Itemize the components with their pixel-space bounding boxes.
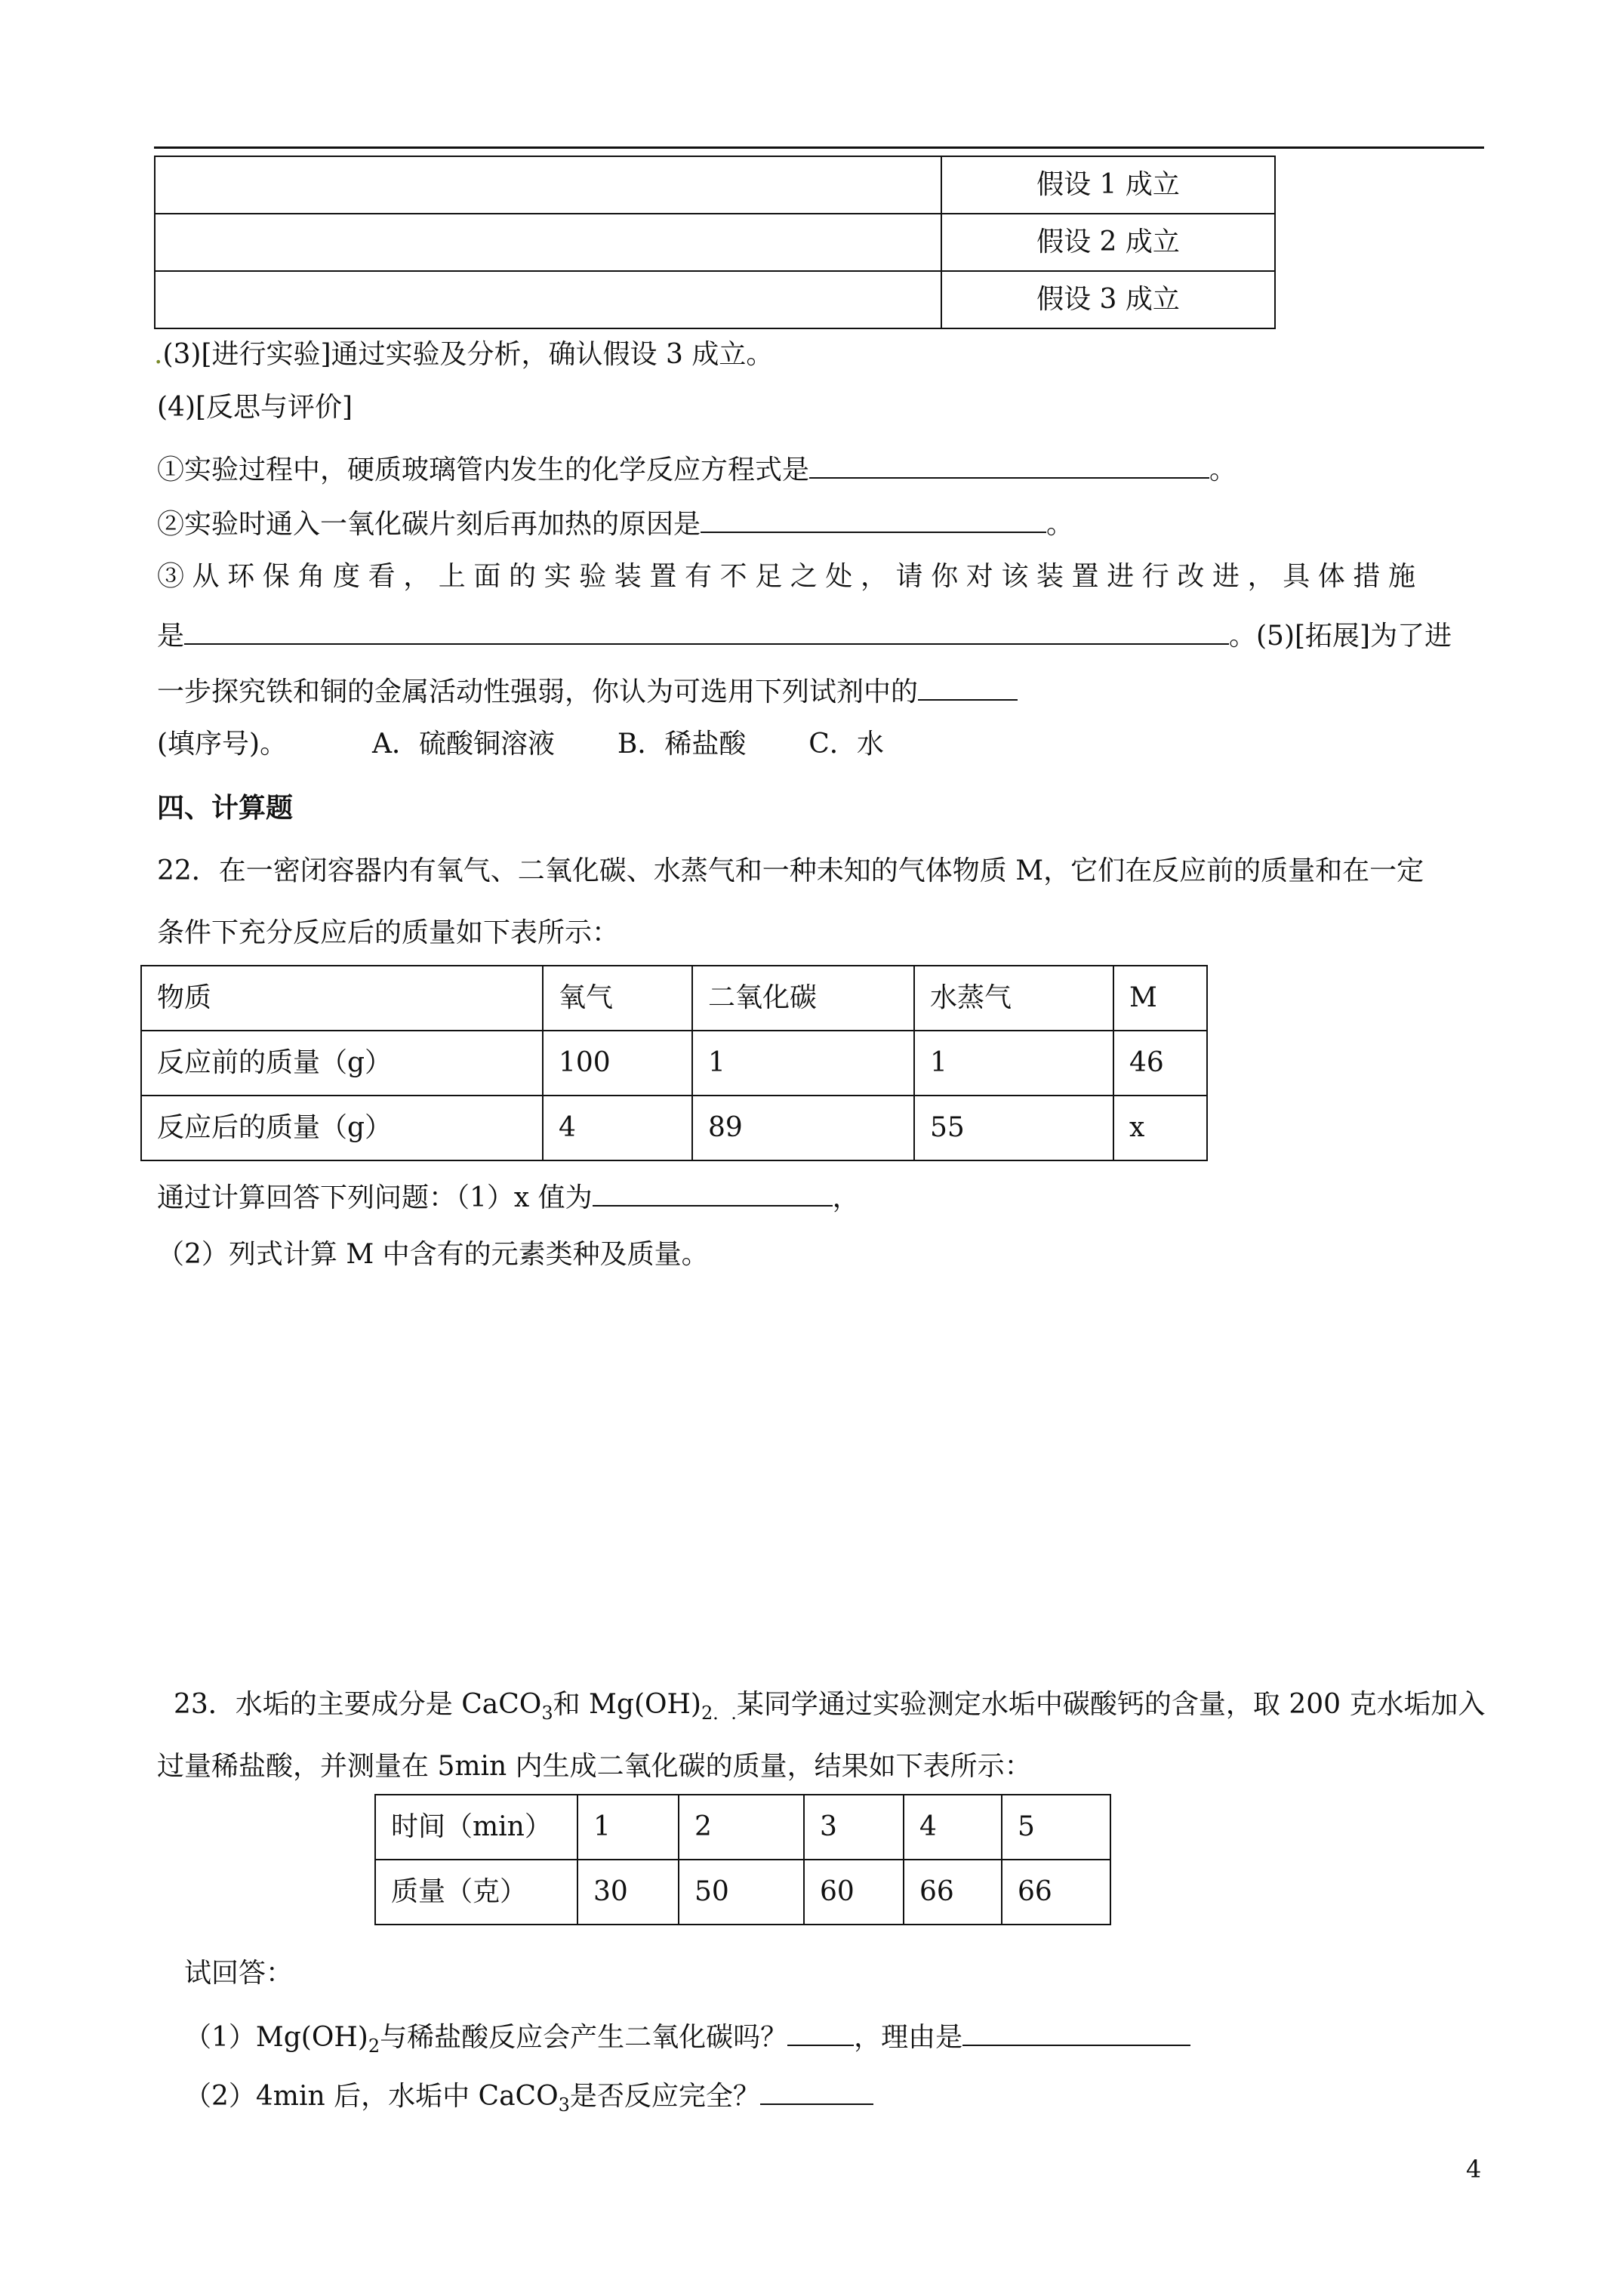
section-title [157, 794, 293, 822]
table-cell: 质量（克） [375, 1860, 577, 1925]
answer-blank[interactable] [760, 2079, 873, 2105]
table-row [141, 966, 1207, 1031]
q22-table [140, 965, 1208, 1161]
table-cell: 3 [804, 1795, 904, 1860]
table-cell: 1 [914, 1031, 1113, 1096]
q21-step3-text: (3)[进行实验]通过实验及分析，确认假设 3 成立。 [162, 339, 774, 370]
fill-label: (填序号)。 [157, 729, 288, 760]
answer-blank[interactable] [918, 675, 1018, 701]
table-row [155, 271, 1275, 328]
q23-line1-b: 和 Mg(OH) [553, 1689, 701, 1720]
table-cell: M [1113, 966, 1207, 1031]
q23-line1 [174, 1691, 1485, 1722]
q21-item3-pre: 是 [157, 621, 185, 652]
answer-blank[interactable] [962, 2020, 1190, 2046]
table-cell: 假设 2 成立 [941, 214, 1275, 271]
table-row [155, 214, 1275, 271]
subscript: 3 [558, 2094, 570, 2116]
table-row [141, 1096, 1207, 1160]
q23-table [374, 1794, 1111, 1925]
table-cell [155, 214, 941, 271]
q22-line2: 条件下充分反应后的质量如下表所示： [157, 917, 620, 948]
answer-blank[interactable] [701, 507, 1046, 533]
table-cell: 时间（min） [375, 1795, 577, 1860]
q23-ask: 试回答： [184, 1958, 294, 1989]
table-cell: 100 [543, 1031, 692, 1096]
q21-item1 [157, 453, 1236, 484]
q21-item3-line3 [157, 675, 1018, 706]
table-cell: 46 [1113, 1031, 1207, 1096]
table-cell: 1 [577, 1795, 679, 1860]
table-cell: x [1113, 1096, 1207, 1160]
q22-question1 [157, 1181, 860, 1212]
q22-question2: （2）列式计算 M 中含有的元素类种及质量。 [157, 1239, 709, 1270]
table-cell: 氧气 [543, 966, 692, 1031]
q21-step3 [154, 341, 773, 368]
q22-line1: 22．在一密闭容器内有氧气、二氧化碳、水蒸气和一种未知的气体物质 M，它们在反应前的质量和在一定 [157, 855, 1424, 886]
table-cell: 1 [692, 1031, 914, 1096]
table-cell: 60 [804, 1860, 904, 1925]
subscript: 2．. [701, 1703, 737, 1724]
table-row [155, 156, 1275, 214]
q21-item1-text: ①实验过程中，硬质玻璃管内发生的化学反应方程式是 [157, 455, 810, 485]
subscript: 2 [368, 2036, 380, 2057]
answer-blank[interactable] [787, 2020, 854, 2046]
q23-line1-a: 23．水垢的主要成分是 CaCO [174, 1689, 542, 1720]
q23-q2-a: （2）4min 后，水垢中 CaCO [184, 2081, 559, 2112]
q23-q2-b: 是否反应完全？ [569, 2081, 760, 2112]
answer-blank[interactable] [184, 619, 1229, 645]
table-row [375, 1860, 1110, 1925]
q21-item3-post: 。(5)[拓展]为了进 [1229, 621, 1452, 652]
header-rule [154, 146, 1484, 149]
table-cell: 30 [577, 1860, 679, 1925]
table-cell: 50 [679, 1860, 804, 1925]
table-cell: 66 [1002, 1860, 1110, 1925]
q21-item1-end: 。 [1209, 455, 1237, 485]
hypothesis-table [154, 156, 1276, 329]
q22-question1-text: 通过计算回答下列问题：（1）x 值为 [157, 1182, 593, 1213]
table-cell: 水蒸气 [914, 966, 1113, 1031]
table-cell: 66 [904, 1860, 1002, 1925]
answer-blank[interactable] [593, 1181, 833, 1207]
q23-q1-c: ，理由是 [854, 2022, 963, 2053]
option-b: B．稀盐酸 [617, 729, 747, 760]
section-title-text: 四、计算题 [157, 792, 294, 824]
table-cell: 55 [914, 1096, 1113, 1160]
q23-line2: 过量稀盐酸，并测量在 5min 内生成二氧化碳的质量，结果如下表所示： [157, 1751, 1032, 1782]
option-a: A．硫酸铜溶液 [372, 729, 555, 760]
q23-q1-b: 与稀盐酸反应会产生二氧化碳吗？ [380, 2022, 788, 2053]
table-cell: 5 [1002, 1795, 1110, 1860]
subscript: 3 [541, 1703, 553, 1724]
q21-step4: (4)[反思与评价] [157, 392, 353, 423]
mark-dot: . [154, 339, 163, 370]
table-cell: 假设 3 成立 [941, 271, 1275, 328]
answer-blank[interactable] [809, 453, 1209, 479]
table-cell [155, 156, 941, 214]
table-cell: 2 [679, 1795, 804, 1860]
page-number: 4 [1466, 2155, 1482, 2184]
q21-item3-line3-text: 一步探究铁和铜的金属活动性强弱，你认为可选用下列试剂中的 [157, 676, 919, 707]
table-cell: 二氧化碳 [692, 966, 914, 1031]
q21-item3-line2 [157, 619, 1452, 650]
q23-question1 [184, 2020, 1190, 2055]
q21-item2 [157, 507, 1073, 538]
q21-item2-end: 。 [1046, 509, 1074, 540]
table-cell: 89 [692, 1096, 914, 1160]
q23-line1-c: 某同学通过实验测定水垢中碳酸钙的含量，取 200 克水垢加入 [736, 1689, 1486, 1720]
table-row [141, 1031, 1207, 1096]
table-cell: 4 [904, 1795, 1002, 1860]
table-cell: 反应前的质量（g） [141, 1031, 543, 1096]
table-cell: 反应后的质量（g） [141, 1096, 543, 1160]
option-c: C．水 [808, 729, 884, 760]
q21-item3-line1: ③从环保角度看，上面的实验装置有不足之处，请你对该装置进行改进，具体措施 [157, 561, 1424, 592]
table-cell: 物质 [141, 966, 543, 1031]
table-row [375, 1795, 1110, 1860]
q23-q1-a: （1）Mg(OH) [184, 2022, 368, 2053]
q21-item2-text: ②实验时通入一氧化碳片刻后再加热的原因是 [157, 509, 701, 540]
table-cell [155, 271, 941, 328]
table-cell: 4 [543, 1096, 692, 1160]
q23-question2 [184, 2079, 873, 2114]
table-cell: 假设 1 成立 [941, 156, 1275, 214]
q21-options [157, 731, 884, 758]
q22-question1-end: ， [832, 1182, 860, 1213]
